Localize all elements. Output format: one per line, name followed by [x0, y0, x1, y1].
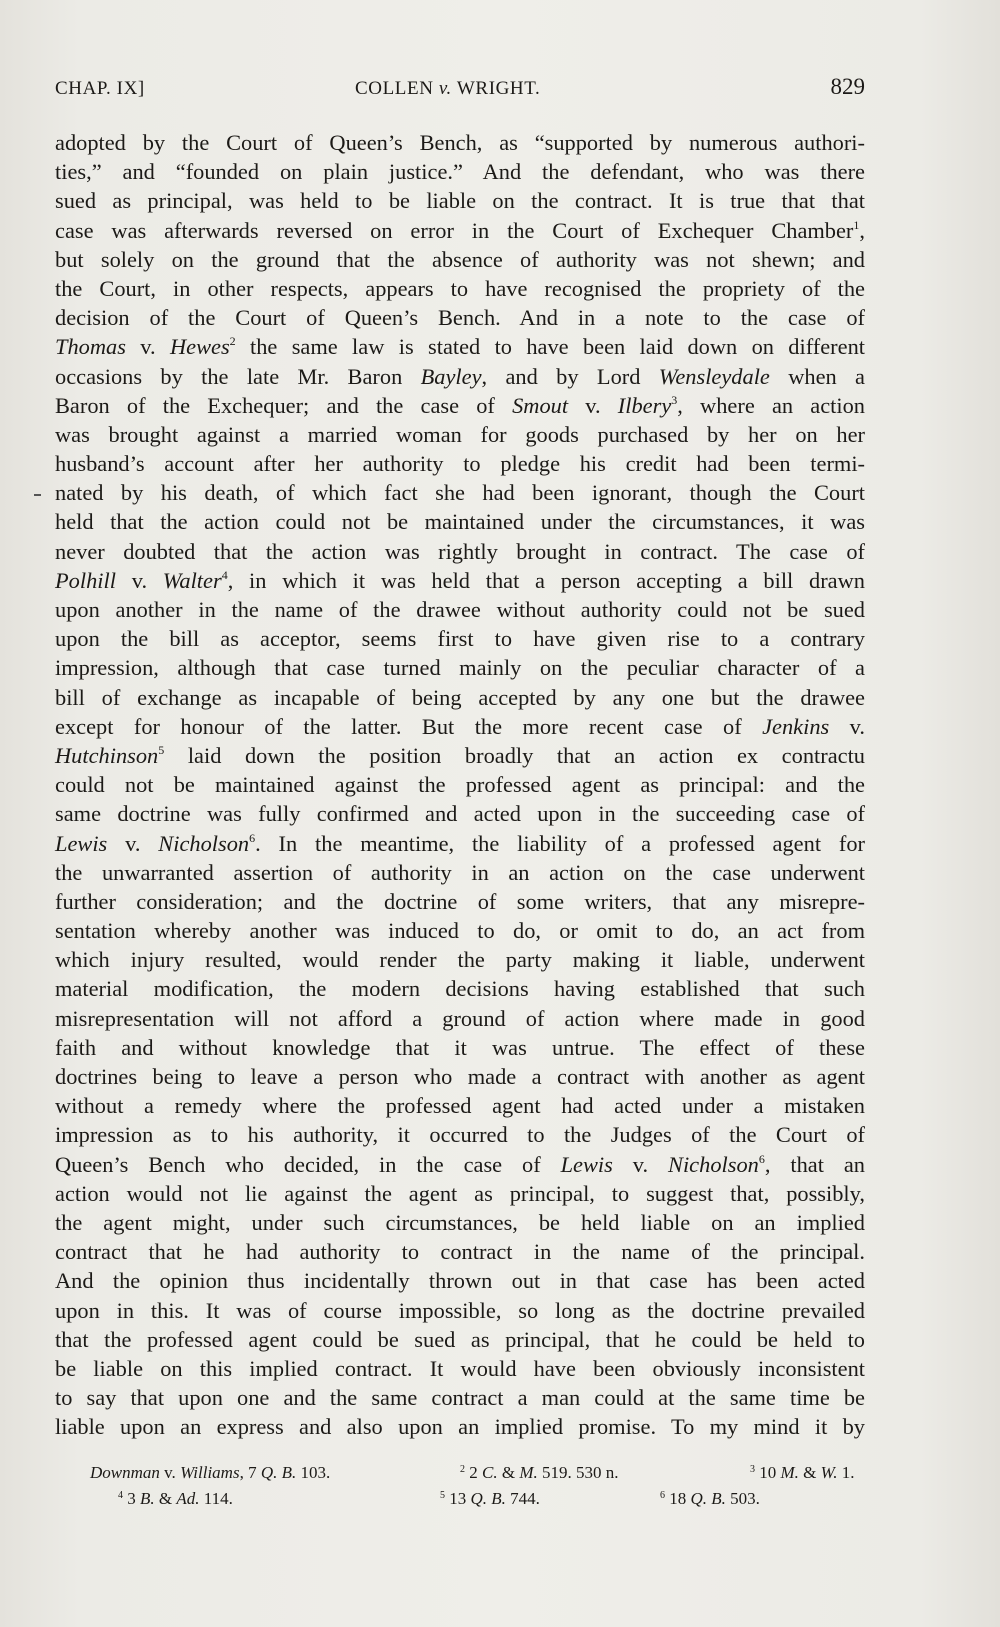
page-number: 829 — [830, 74, 865, 99]
text-line: faith and without knowledge that it was untrue. The effect of these — [55, 1034, 865, 1060]
case-title-defendant: WRIGHT. — [451, 78, 541, 99]
case-title-versus: v. — [438, 78, 452, 99]
chapter-label: CHAP. IX] — [55, 78, 145, 99]
text-line: never doubted that the action was rightly brought in contract. The case of — [55, 538, 865, 564]
text-line: upon the bill as acceptor, seems first to have given rise to a contrary — [55, 626, 865, 652]
margin-mark — [34, 494, 41, 496]
text-line: decision of the Court of Queen’s Bench. And in a note to the case of — [55, 305, 865, 331]
text-line: case was afterwards reversed on error in the Court of Exchequer Chamber$^1$, — [55, 217, 865, 243]
text-line: occasions by the late Mr. Baron Bayley, and by Lord Wensleydale when a — [55, 363, 865, 389]
text-line: which injury resulted, would render the party making it liable, underwent — [55, 947, 865, 973]
text-line: Thomas v. Hewes$^2$ the same law is stated to have been laid down on different — [55, 334, 865, 360]
text-line: Hutchinson$^5$ laid down the position broadly that an action ex contractu — [55, 742, 865, 768]
text-line: impression as to his authority, it occurred to the Judges of the Court of — [55, 1122, 865, 1148]
footnote-3: $^3$ 10 M. & W. 1. — [750, 1463, 855, 1482]
text-line: upon another in the name of the drawee without authority could not be sued — [55, 597, 865, 622]
text-line: nated by his death, of which fact she had been ignorant, though the Court — [55, 480, 865, 506]
footnote-4: $^4$ 3 B. & Ad. 114. — [118, 1489, 233, 1508]
text-line: without a remedy where the professed agent had acted under a mistaken — [55, 1093, 865, 1119]
running-header — [55, 74, 865, 108]
text-line: was brought against a married woman for goods purchased by her on her — [55, 421, 865, 447]
text-line: but solely on the ground that the absence of authority was not shewn; and — [55, 246, 865, 272]
text-line: material modification, the modern decisions having established that such — [55, 976, 865, 1002]
text-line: the agent might, under such circumstances, be held liable on an implied — [55, 1209, 865, 1235]
text-line: be liable on this implied contract. It would have been obviously inconsistent — [55, 1355, 865, 1381]
text-line: action would not lie against the agent as principal, to suggest that, possibly, — [55, 1180, 865, 1206]
text-line: Lewis v. Nicholson$^6$. In the meantime, the liability of a professed agent for — [55, 830, 865, 856]
text-line: upon in this. It was of course impossible, so long as the doctrine prevailed — [55, 1297, 865, 1323]
text-line: sued as principal, was held to be liable on the contract. It is true that that — [55, 188, 865, 214]
case-title-plaintiff: COLLEN — [355, 78, 439, 99]
text-line: Polhill v. Walter$^4$, in which it was held that a person accepting a bill drawn — [55, 567, 865, 593]
text-line: ties,” and “founded on plain justice.” And the defendant, who was there — [55, 159, 865, 185]
footnote-row-2 — [55, 1486, 865, 1512]
text-line: And the opinion thus incidentally thrown out in that case has been acted — [55, 1268, 865, 1294]
footnote-1: Downman v. Williams, 7 Q. B. 103. — [90, 1463, 331, 1482]
footnote-row-1 — [55, 1460, 865, 1486]
text-line: further consideration; and the doctrine of some writers, that any misrepre- — [55, 888, 865, 914]
text-line: doctrines being to leave a person who made a contract with another as agent — [55, 1064, 865, 1089]
text-line: the Court, in other respects, appears to have recognised the propriety of the — [55, 275, 865, 301]
text-line: sentation whereby another was induced to do, or omit to do, an act from — [55, 918, 865, 944]
footnote-2: $^2$ 2 C. & M. 519. 530 n. — [460, 1463, 619, 1482]
text-line: to say that upon one and the same contract a man could at the same time be — [55, 1385, 865, 1411]
text-line: except for honour of the latter. But the more recent case of Jenkins v. — [55, 713, 866, 739]
text-line: could not be maintained against the professed agent as principal: and the — [55, 772, 865, 798]
body-text — [55, 128, 865, 1441]
text-line: that the professed agent could be sued as principal, that he could be held to — [55, 1326, 865, 1352]
text-line: bill of exchange as incapable of being accepted by any one but the drawee — [55, 684, 865, 710]
text-line: misrepresentation will not afford a ground of action where made in good — [55, 1005, 865, 1031]
case-title — [355, 78, 540, 100]
text-line: husband’s account after her authority to pledge his credit had been termi- — [55, 451, 865, 477]
footnotes — [55, 1460, 865, 1512]
text-line: the unwarranted assertion of authority in an action on the case underwent — [55, 859, 865, 885]
text-line: Baron of the Exchequer; and the case of Smout v. Ilbery$^3$, where an action — [55, 392, 865, 418]
text-line: adopted by the Court of Queen’s Bench, as “supported by numerous authori- — [55, 130, 865, 155]
text-line: liable upon an express and also upon an implied promise. To my mind it by — [55, 1414, 865, 1440]
text-line: Queen’s Bench who decided, in the case of Lewis v. Nicholson$^6$, that an — [55, 1151, 865, 1177]
footnote-6: $^6$ 18 Q. B. 503. — [660, 1489, 760, 1508]
text-line: contract that he had authority to contract in the name of the principal. — [55, 1239, 865, 1265]
text-line: held that the action could not be maintained under the circumstances, it was — [55, 509, 865, 535]
text-line: same doctrine was fully confirmed and acted upon in the succeeding case of — [55, 801, 865, 827]
footnote-5: $^5$ 13 Q. B. 744. — [440, 1489, 540, 1508]
text-line: impression, although that case turned mainly on the peculiar character of a — [55, 655, 865, 681]
